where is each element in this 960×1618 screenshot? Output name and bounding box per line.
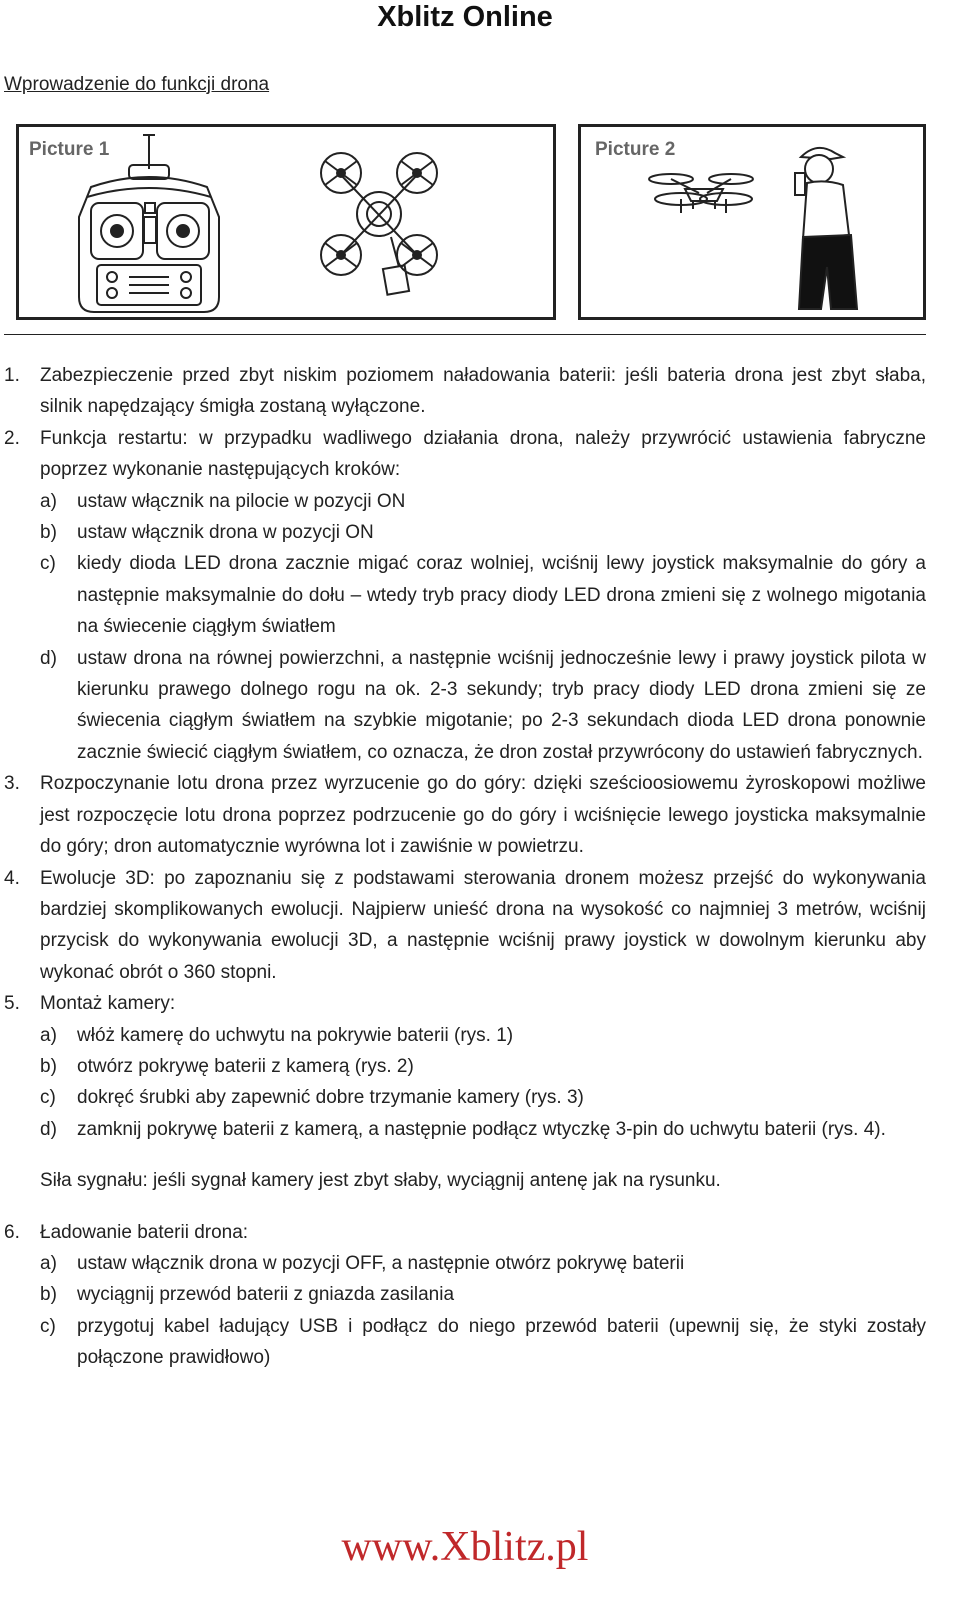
sub-item-text: ustaw włącznik drona w pozycji ON [77, 522, 374, 544]
sub-item [40, 486, 926, 517]
sub-item [40, 1311, 926, 1374]
remote-controller-drawing [79, 135, 219, 312]
sub-item-letter: a) [40, 1252, 57, 1274]
sub-item-letter: d) [40, 1118, 57, 1140]
sub-item [40, 1020, 926, 1051]
quadcopter-drawing [321, 153, 437, 295]
picture-1-illustration [19, 127, 553, 317]
item-text: Rozpoczynanie lotu drona przez wyrzucenie go do góry: dzięki sześcioosiowemu żyroskopowi możliwe jest rozpoczęcie lotu drona poprzez podrzucenie go do góry i wciśnięcie lewego joysticka maksymalnie do góry; dron automatycznie wyrówna lot i zawiśnie w powietrzu. [40, 773, 926, 858]
list-item [4, 423, 926, 768]
sub-item [40, 548, 926, 642]
signal-note: Siła sygnału: jeśli sygnał kamery jest zbyt słaby, wyciągnij antenę jak na rysunku. [40, 1170, 721, 1192]
sub-item-letter: b) [40, 522, 57, 544]
footer-website[interactable]: www.Xblitz.pl [341, 1524, 589, 1570]
item-number: 6. [4, 1221, 20, 1243]
sub-item-letter: c) [40, 1087, 56, 1109]
horizontal-divider [4, 334, 926, 335]
sub-item-letter: d) [40, 647, 57, 669]
picture-2-frame [578, 124, 926, 320]
sub-item-letter: b) [40, 1284, 57, 1306]
item-number: 4. [4, 867, 20, 889]
sub-item [40, 643, 926, 769]
picture-1-frame [16, 124, 556, 320]
sub-item-text: włóż kamerę do uchwytu na pokrywie baterii (rys. 1) [77, 1024, 514, 1046]
sub-item [40, 1279, 926, 1310]
sub-item-text: ustaw włącznik drona w pozycji OFF, a następnie otwórz pokrywę baterii [77, 1252, 685, 1274]
sub-item [40, 517, 926, 548]
sub-item-text: otwórz pokrywę baterii z kamerą (rys. 2) [77, 1055, 414, 1077]
person-with-remote-drawing [795, 148, 857, 309]
sub-item-text: zamknij pokrywę baterii z kamerą, a następnie podłącz wtyczkę 3-pin do uchwytu baterii (rys. 4). [77, 1118, 886, 1140]
picture-2-label: Picture 2 [595, 139, 676, 160]
sub-item [40, 1248, 926, 1279]
flying-drone-drawing [649, 174, 753, 213]
item-text: Montaż kamery: [40, 993, 176, 1015]
section-subtitle: Wprowadzenie do funkcji drona [4, 74, 270, 95]
picture-2-illustration [581, 127, 923, 317]
list-item [4, 360, 926, 423]
list-item [4, 1217, 926, 1374]
item-text: Ewolucje 3D: po zapoznaniu się z podstawami sterowania dronem możesz przejść do wykonywania bardziej skomplikowanych ewolucji. Najpierw unieść drona na wysokość co najmniej 3 metrów, wciśnij przycisk do wykonywania ewolucji 3D, a następnie wciśnij prawy joystick w dowolnym kierunku aby wykonać obrót o 360 stopni. [40, 867, 926, 983]
item-text: Funkcja restartu: w przypadku wadliwego działania drona, należy przywrócić ustawienia fabryczne poprzez wykonanie następujących kroków: [40, 427, 926, 481]
sub-item-text: przygotuj kabel ładujący USB i podłącz do niego przewód baterii (upewnij się, że styki zostały połączone prawidłowo) [77, 1315, 926, 1369]
sub-item-text: kiedy dioda LED drona zacznie migać coraz wolniej, wciśnij lewy joystick maksymalnie do góry a następnie maksymalnie do dołu – wtedy tryb pracy diody LED drona zmieni się z wolnego migotania na świecenie ciągłym światłem [77, 553, 926, 638]
item-text: Zabezpieczenie przed zbyt niskim poziomem naładowania baterii: jeśli bateria drona jest zbyt słaba, silnik napędzający śmigła zostaną wyłączone. [40, 365, 926, 418]
sub-item-letter: a) [40, 490, 57, 512]
picture-1-label: Picture 1 [29, 139, 110, 160]
page-title: Xblitz Online [377, 1, 553, 33]
sub-item [40, 1051, 926, 1082]
sub-item-text: dokręć śrubki aby zapewnić dobre trzymanie kamery (rys. 3) [77, 1087, 584, 1109]
sub-item [40, 1082, 926, 1113]
item-number: 1. [4, 365, 20, 386]
item-text: Ładowanie baterii drona: [40, 1221, 249, 1243]
sub-item-text: ustaw drona na równej powierzchni, a następnie wciśnij jednocześnie lewy i prawy joystick pilota w kierunku prawego dolnego rogu na ok. 2-3 sekundy; tryb pracy diody LED drona zmieni się ze świecenia ciągłym światłem na szybkie migotanie; po 2-3 sekundach dioda LED drona ponownie zacznie świecić ciągłym światłem, co oznacza, że dron został przywrócony do ustawień fabrycznych. [77, 647, 926, 763]
list-item [4, 863, 926, 989]
sub-item [40, 1114, 926, 1145]
sub-item-letter: c) [40, 1315, 56, 1337]
sub-item-letter: c) [40, 553, 56, 575]
sub-item-text: ustaw włącznik na pilocie w pozycji ON [77, 490, 406, 512]
item-number: 3. [4, 773, 20, 795]
item-number: 2. [4, 427, 20, 449]
list-item [4, 988, 926, 1145]
item-number: 5. [4, 993, 20, 1015]
sub-item-letter: b) [40, 1055, 57, 1077]
list-item [4, 768, 926, 862]
sub-item-text: wyciągnij przewód baterii z gniazda zasilania [77, 1284, 455, 1306]
instruction-list [4, 360, 926, 1374]
sub-item-letter: a) [40, 1024, 57, 1046]
